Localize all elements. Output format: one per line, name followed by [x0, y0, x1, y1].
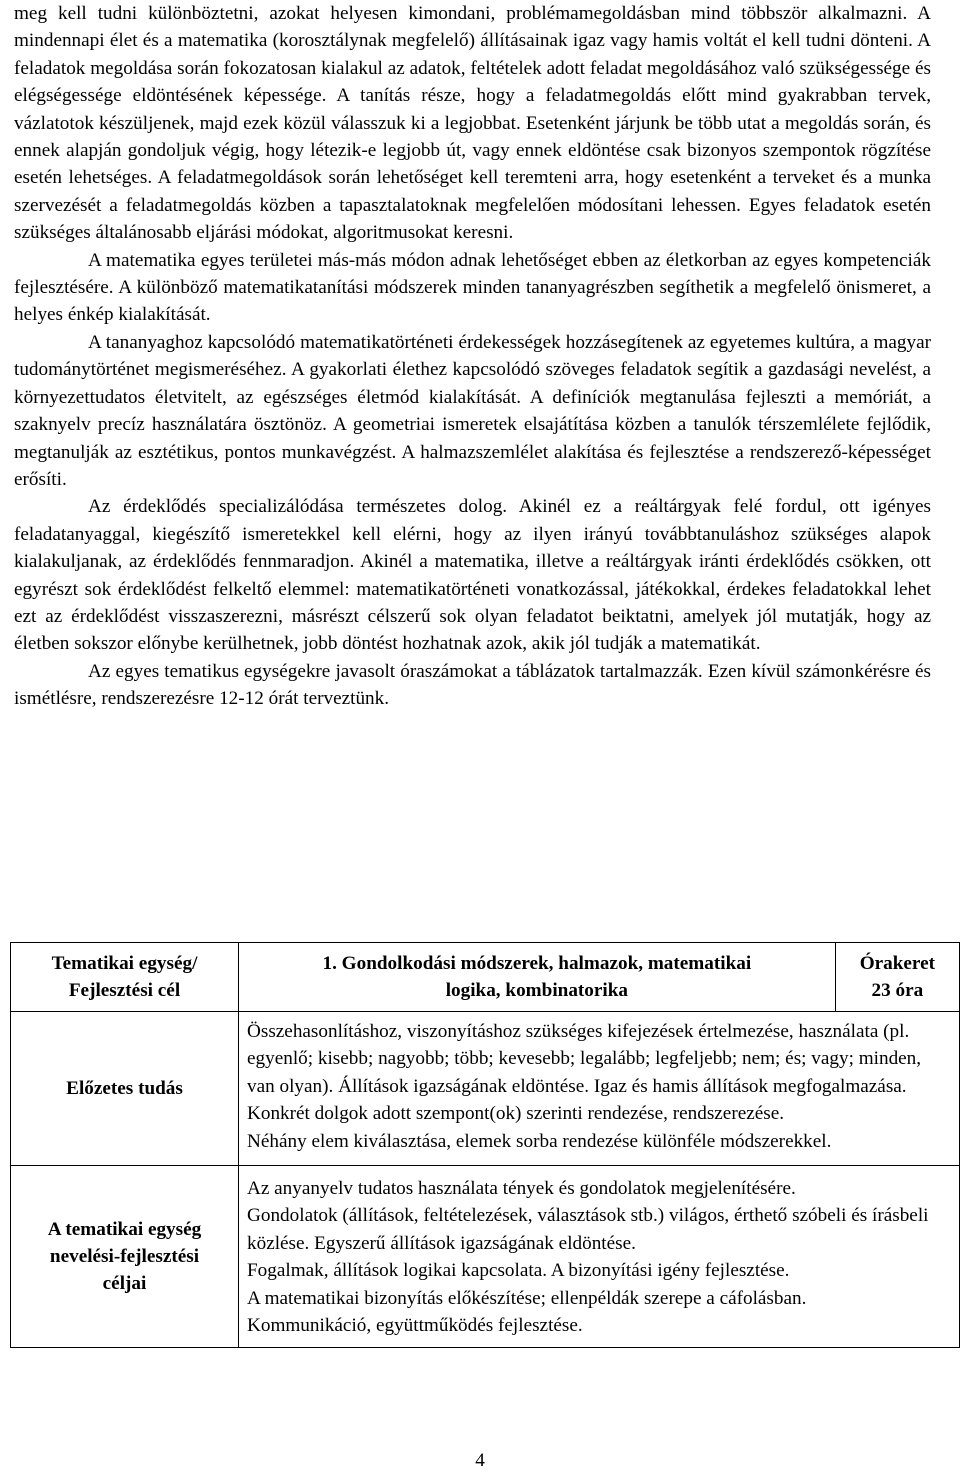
prior-knowledge-line: Összehasonlításhoz, viszonyításhoz szükséges kifejezések értelmezése, használata (pl. egyenlő; kisebb; nagyobb; több; kevesebb; legalább; legfeljebb; nem; és; vagy; minden, van olyan). Állítások igazságának eldöntése. Igaz és hamis állítások megfogalmazása.	[247, 1021, 922, 1097]
table-row-prior-knowledge	[11, 1012, 960, 1166]
paragraph-1: meg kell tudni különböztetni, azokat helyesen kimondani, problémamegoldásban mind többször alkalmazni. A mindennapi élet és a matematika (korosztálynak megfelelő) állításainak igaz vagy hamis voltát el kell tudni dönteni. A feladatok megoldása során fokozatosan kialakul az adatok, feltételek adott feladat megoldásához való szükségessége és elégségessége eldöntésének képessége. A tanítás része, hogy a feladatmegoldás előtt mind gyakrabban tervek, vázlatotok készüljenek, majd ezek közül válasszuk ki a legjobbat. Esetenként járjunk be több utat a megoldás során, és ennek alapján gondoljuk végig, hogy létezik-e legjobb út, vagy ennek eldöntése csak bizonyos szempontok rögzítése esetén lehetséges. A feladatmegoldások során lehetőséget kell teremteni arra, hogy esetenként a terveket és a munka szervezését a feladatmegoldás közben a tapasztalatoknak megfelelően módosítani lehessen. Egyes feladatok esetén szükséges általánosabb eljárási módokat, algoritmusokat keresni.	[14, 3, 931, 244]
prior-knowledge-label: Előzetes tudás	[66, 1077, 183, 1099]
goals-content	[239, 1166, 960, 1348]
goals-label-cell	[11, 1166, 239, 1348]
hours-label: Órakeret	[859, 952, 936, 974]
prior-knowledge-label-cell	[11, 1012, 239, 1166]
table-row-goals	[11, 1166, 960, 1348]
goals-label-3: céljai	[102, 1273, 147, 1295]
header-title-cell	[239, 943, 836, 1012]
paragraph-3: A tananyaghoz kapcsolódó matematikatörténeti érdekességek hozzásegítenek az egyetemes kultúra, a magyar tudománytörténet megismeréséhez. A gyakorlati élethez kapcsolódó szöveges feladatok segítik a gazdasági nevelést, a környezettudatos életvitelt, az egészséges életmód kialakítását. A definíciók megtanulása fejleszti a memóriát, a szaknyelv precíz használatára ösztönöz. A geometriai ismeretek elsajátítása közben a tanulók térszemlélete fejlődik, megtanulják az esztétikus, pontos munkavégzést. A halmazszemlélet alakítása és fejlesztése a rendszerező-képességet erősíti.	[14, 331, 931, 490]
header-unit-label-2: Fejlesztési cél	[68, 980, 181, 1001]
page-number: 4	[475, 1450, 485, 1471]
header-unit-label-1: Tematikai egység/	[51, 952, 198, 974]
header-hours-cell	[835, 943, 959, 1012]
goals-line: Kommunikáció, együttműködés fejlesztése.	[247, 1315, 583, 1337]
prior-knowledge-line: Konkrét dolgok adott szempont(ok) szerinti rendezése, rendszerezése.	[247, 1103, 785, 1125]
unit-title-line-2: logika, kombinatorika	[445, 980, 629, 1001]
prior-knowledge-line: Néhány elem kiválasztása, elemek sorba rendezése különféle módszerekkel.	[247, 1130, 832, 1152]
thematic-unit-table	[10, 942, 960, 1348]
table-header-row	[11, 943, 960, 1012]
goals-label-2: nevelési-fejlesztési	[49, 1246, 200, 1268]
goals-line: Gondolatok (állítások, feltételezések, választások stb.) világos, érthető szóbeli és írásbeli közlése. Egyszerű állítások igazságának eldöntése.	[247, 1205, 929, 1254]
goals-line: Az anyanyelv tudatos használata tények és gondolatok megjelenítésére.	[247, 1178, 796, 1200]
goals-label-1: A tematikai egység	[47, 1218, 202, 1240]
prior-knowledge-content	[239, 1012, 960, 1166]
body-text	[14, 0, 931, 713]
paragraph-5: Az egyes tematikus egységekre javasolt óraszámokat a táblázatok tartalmazzák. Ezen kívül számonkérésre és ismétlésre, rendszerezésre 12-12 órát terveztünk.	[14, 660, 931, 710]
paragraph-2: A matematika egyes területei más-más módon adnak lehetőséget ebben az életkorban az egyes kompetenciák fejlesztésére. A különböző matematikatanítási módszerek minden tananyagrészben segíthetik a megfelelő önismeret, a helyes énkép kialakítását.	[14, 249, 931, 326]
paragraph-4: Az érdeklődés specializálódása természetes dolog. Akinél ez a reáltárgyak felé fordul, ott igényes feladatanyaggal, kiegészítő ismeretekkel kell elérni, hogy az ilyen irányú továbbtanuláshoz szükséges alapok kialakuljanak, az érdeklődés fennmaradjon. Akinél a matematika, illetve a reáltárgyak iránti érdeklődés csökken, ott egyrészt sok érdeklődést felkeltő elemmel: matematikatörténeti vonatkozással, játékokkal, érdekes feladatokkal lehet ezt az érdeklődést visszaszerezni, másrészt célszerű sok olyan feladatot beiktatni, amelyek jól mutatják, hogy az életben sokszor előnybe kerülhetnek, jobb döntést hozhatnak azok, akik jól tudják a matematikát.	[14, 496, 931, 655]
header-unit-cell	[11, 943, 239, 1012]
goals-line: Fogalmak, állítások logikai kapcsolata. A bizonyítási igény fejlesztése.	[247, 1260, 790, 1282]
goals-line: A matematikai bizonyítás előkészítése; ellenpéldák szerepe a cáfolásban.	[247, 1287, 807, 1309]
hours-value: 23 óra	[871, 980, 924, 1001]
unit-title-line-1: 1. Gondolkodási módszerek, halmazok, matematikai	[322, 952, 752, 974]
